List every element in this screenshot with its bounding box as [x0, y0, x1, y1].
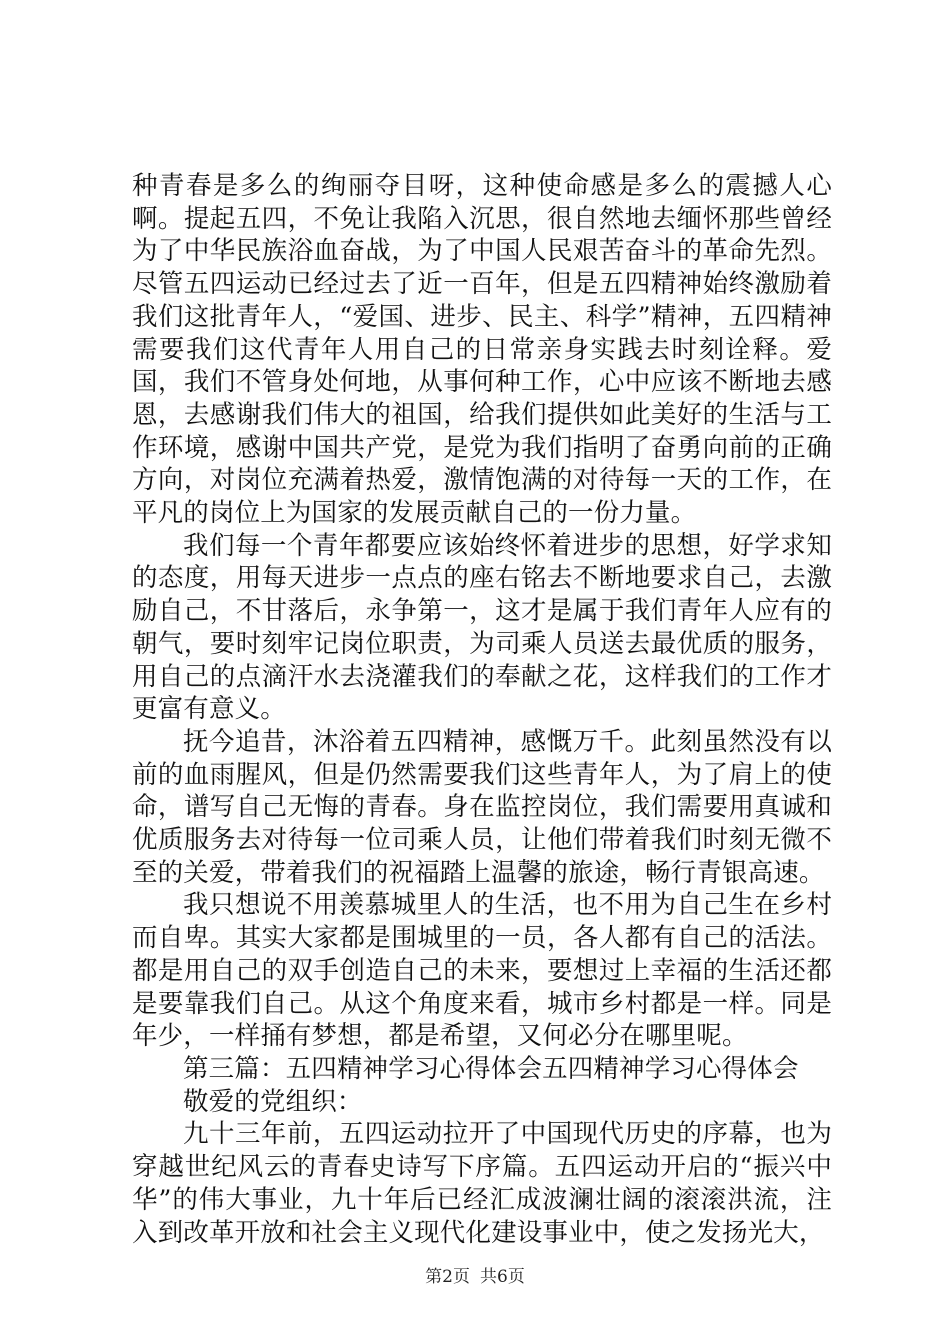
page-footer [0, 1265, 950, 1289]
page-total: 共6页 [480, 1267, 525, 1287]
paragraph-4: 我只想说不用羡慕城里人的生活，也不用为自己生在乡村而自卑。其实大家都是围城里的一员，各人都有自己的活法。都是用自己的双手创造自己的未来，要想过上幸福的生活还都是要靠我们自己。从这个角度来看，城市乡村都是一样。同是年少，一样捅有梦想，都是希望，又何必分在哪里呢。 [132, 890, 832, 1052]
paragraph-1: 种青春是多么的绚丽夺目呀，这种使命感是多么的震撼人心啊。提起五四，不免让我陷入沉思，很自然地去缅怀那些曾经为了中华民族浴血奋战，为了中国人民艰苦奋斗的革命先烈。尽管五四运动已经过去了近一百年，但是五四精神始终激励着我们这批青年人，“爱国、进步、民主、科学”精神，五四精神需要我们这代青年人用自己的日常亲身实践去时刻诠释。爱国，我们不管身处何地，从事何种工作，心中应该不断地去感恩，去感谢我们伟大的祖国，给我们提供如此美好的生活与工作环境，感谢中国共产党，是党为我们指明了奋勇向前的正确方向，对岗位充满着热爱，激情饱满的对待每一天的工作，在平凡的岗位上为国家的发展贡献自己的一份力量。 [132, 171, 832, 529]
document-body [132, 170, 832, 1249]
paragraph-5: 九十三年前，五四运动拉开了中国现代历史的序幕，也为穿越世纪风云的青春史诗写下序篇。五四运动开启的“振兴中华”的伟大事业，九十年后已经汇成波澜壮阔的滚滚洪流，注入到改革开放和社会主义现代化建设事业中，使之发扬光大， [132, 1119, 832, 1248]
page-number: 第2页 [425, 1267, 470, 1287]
section-heading: 第三篇：五四精神学习心得体会五四精神学习心得体会 [183, 1053, 799, 1084]
paragraph-2: 我们每一个青年都要应该始终怀着进步的思想，好学求知的态度，用每天进步一点点的座右铭去不断地要求自己，去激励自己，不甘落后，永争第一，这才是属于我们青年人应有的朝气，要时刻牢记岗位职责，为司乘人员送去最优质的服务，用自己的点滴汗水去浇灌我们的奉献之花，这样我们的工作才更富有意义。 [132, 530, 832, 725]
salutation: 敬爱的党组织： [183, 1086, 363, 1117]
paragraph-3: 抚今追昔，沐浴着五四精神，感慨万千。此刻虽然没有以前的血雨腥风，但是仍然需要我们这些青年人，为了肩上的使命，谱写自己无悔的青春。身在监控岗位，我们需要用真诚和优质服务去对待每一位司乘人员，让他们带着我们时刻无微不至的关爱，带着我们的祝福踏上温馨的旅途，畅行青银高速。 [132, 726, 832, 888]
